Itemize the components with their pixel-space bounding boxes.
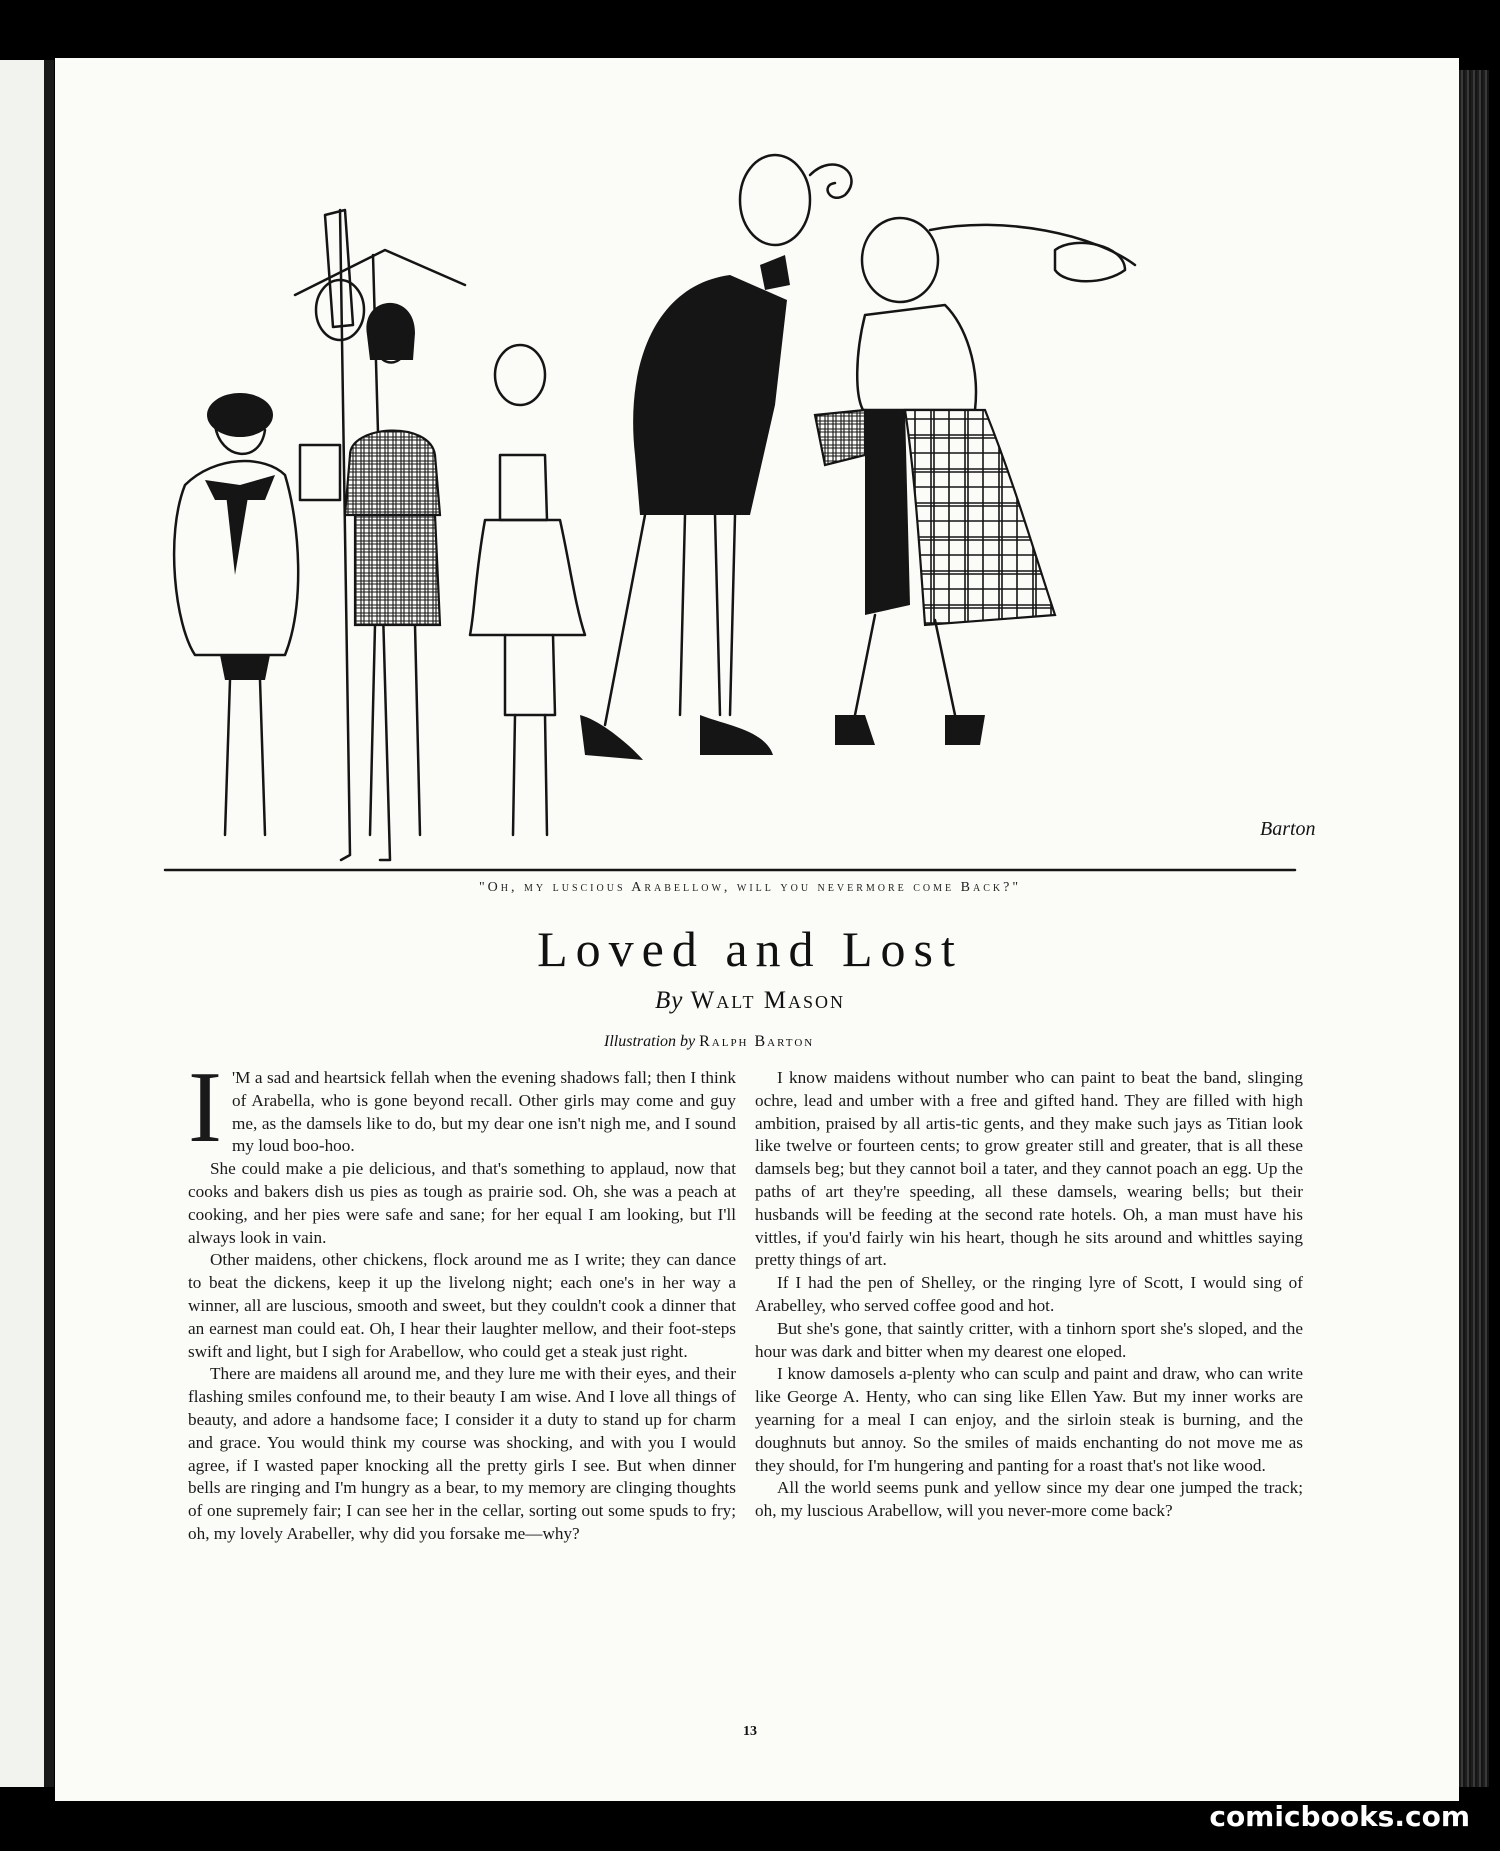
paragraph: I know maidens without number who can paint to beat the band, slinging ochre, lead and umber with a free and gifted hand. They are filled with high ambition, praised by all artis-tic gents, and they make such jays as Titian look like twelve or fourteen cents; to grow greater still and greater, that is all these damsels beg; but they cannot boil a tater, and they cannot poach an egg. Up the paths of art they're speeding, all these damsels, wearing bells; but their husbands will be feeding at the second rate hotels. Oh, a man must have his vittles, if you'd fairly win his heart, though he sits around and whittles saying pretty things of art. xyxy=(755,1068,1303,1270)
figure-tall-man xyxy=(580,155,852,760)
paragraph-text: 'M a sad and heartsick fellah when the evening shadows fall; then I think of Arabella, who is gone beyond recall. Other girls may come and guy me, as the damsels like to do, but my dear one isn't nigh me, and I sound my loud boo-hoo. xyxy=(231,1068,736,1156)
byline xyxy=(0,987,1500,1015)
text-column-right xyxy=(755,1067,1303,1523)
paragraph xyxy=(188,1051,736,1164)
illustrator-name: Ralph Barton xyxy=(699,1033,815,1050)
figure-dancing-girl xyxy=(470,345,585,835)
paragraph: But she's gone, that saintly critter, with a tinhorn sport she's sloped, and the hour was dark and bitter when my dearest one eloped. xyxy=(755,1318,1303,1361)
text-column-left xyxy=(188,1051,736,1546)
figure-suit-girl xyxy=(345,303,440,835)
paragraph: She could make a pie delicious, and that's something to applaud, now that cooks and bakers dish us pies as tough as prairie sod. Oh, she was a peach at cooking, and her pies were safe and sane; for her equal I am looking, but I'll always look in vain. xyxy=(188,1159,736,1247)
author-name: Walt Mason xyxy=(690,987,846,1014)
artist-signature: Barton xyxy=(1260,818,1316,840)
figure-arabella xyxy=(815,218,1135,745)
paragraph: There are maidens all around me, and they lure me with their eyes, and their flashing smiles confound me, to their beauty I am wise. And I love all things of beauty, and adore a handsome face; I consider it a duty to stand up for charm and grace. You would think my course was shocking, and with you I would agree, if I wasted paper knocking all the pretty girls I see. But when dinner bells are ringing and I'm hungry as a bear, to my memory are clinging thoughts of one supremely fair; I can see her in the cellar, sorting out some spuds to fry; oh, my lovely Arabeller, why did you forsake me—why? xyxy=(188,1364,736,1543)
paragraph: All the world seems punk and yellow since my dear one jumped the track; oh, my luscious Arabellow, will you never-more come back? xyxy=(755,1478,1303,1521)
drop-cap: I xyxy=(188,1051,222,1164)
illustration-caption: "Oh, my luscious Arabellow, will you nevermore come Back?" xyxy=(478,880,1022,895)
paragraph: I know damosels a-plenty who can sculp and paint and draw, who can write like George A. Henty, who can sing like Ellen Yaw. But my inner works are yearning for a meal I can enjoy, and the sirloin steak is burning, and the doughnuts but annoy. So the smiles of maids enchanting do not move me as they should, for I'm hungering and panting for a roast that's not like wood. xyxy=(755,1364,1303,1475)
illustration xyxy=(175,155,1316,875)
illustration-credit-label: Illustration by xyxy=(604,1033,696,1050)
paragraph: Other maidens, other chickens, flock around me as I write; they can dance to beat the dickens, keep it up the livelong night; each one's in her way a winner, all are luscious, smooth and sweet, but they couldn't cook a dinner that an earnest man could eat. Oh, I hear their laughter mellow, and their foot-steps swift and light, but I sigh for Arabellow, who could get a steak just right. xyxy=(188,1250,736,1361)
byline-prefix: By xyxy=(654,987,684,1014)
article-title: Loved and Lost xyxy=(537,921,963,977)
page-number: 13 xyxy=(743,1724,757,1739)
paragraph: If I had the pen of Shelley, or the ringing lyre of Scott, I would sing of Arabelley, who served coffee good and hot. xyxy=(755,1273,1303,1315)
illustration-credit xyxy=(604,1033,814,1051)
site-watermark: comicbooks.com xyxy=(1209,1800,1470,1833)
figure-artist-girl xyxy=(174,393,298,835)
